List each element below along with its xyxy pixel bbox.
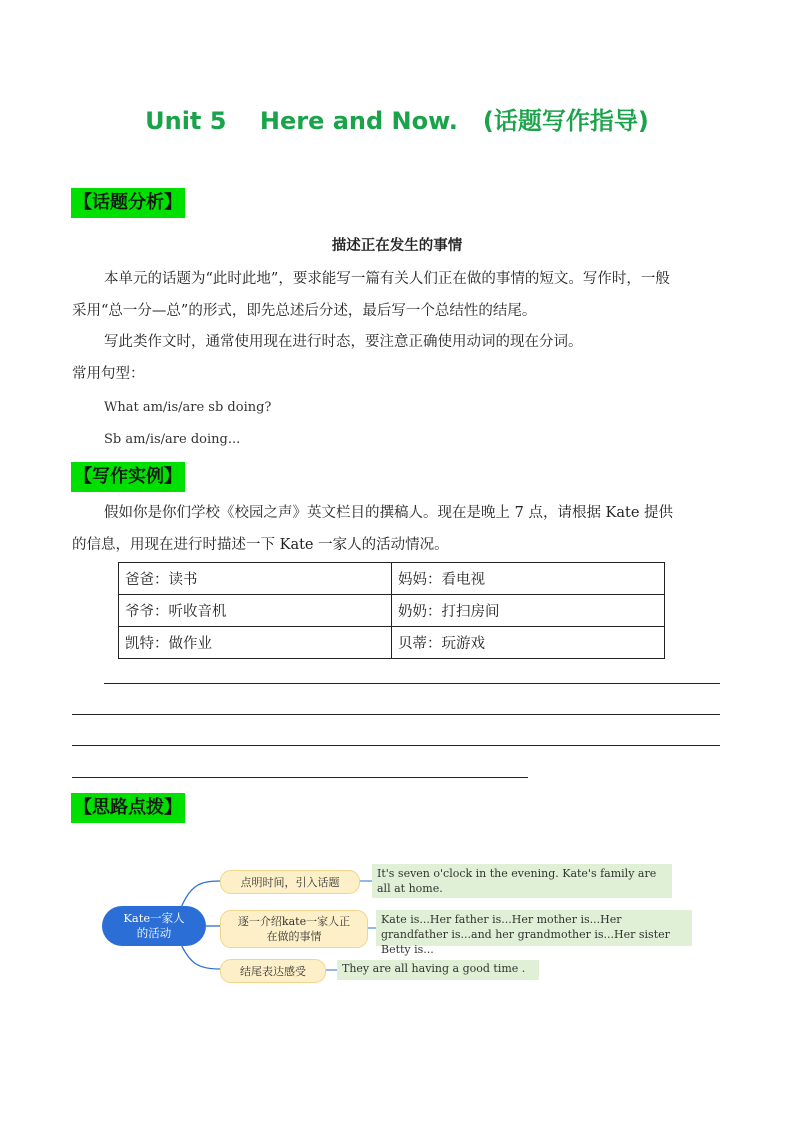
table-cell: 奶奶：打扫房间 xyxy=(392,595,665,627)
mindmap-root xyxy=(102,906,206,946)
table-cell: 爷爷：听收音机 xyxy=(119,595,392,627)
mindmap-leaf: They are all having a good time . xyxy=(337,960,539,980)
mindmap-branch xyxy=(220,910,368,948)
mindmap-leaf: Kate is...Her father is...Her mother is...Her grandfather is...and her grandmother is...Her sister Betty is... xyxy=(376,910,692,946)
example-line2: 的信息，用现在进行时描述一下 Kate 一家人的活动情况。 xyxy=(72,537,449,553)
analysis-heading: 描述正在发生的事情 xyxy=(331,238,463,254)
table-cell: 贝蒂：玩游戏 xyxy=(392,627,665,659)
mindmap-branch-label: 结尾表达感受 xyxy=(240,964,306,978)
mindmap-branch xyxy=(220,959,326,983)
example-line1: 假如你是你们学校《校园之声》英文栏目的撰稿人。现在是晚上 7 点，请根据 Kate 提供 xyxy=(104,505,674,521)
table-cell: 爸爸：读书 xyxy=(119,563,392,595)
analysis-para1-line1: 本单元的话题为“此时此地”，要求能写一篇有关人们正在做的事情的短文。写作时，一般 xyxy=(104,271,670,287)
page-title: Unit 5 Here and Now. (话题写作指导) xyxy=(145,107,649,135)
section-tag-tips: 【思路点拨】 xyxy=(71,793,185,823)
patterns-label: 常用句型： xyxy=(72,366,145,382)
analysis-para2: 写此类作文时，通常使用现在进行时态，要注意正确使用动词的现在分词。 xyxy=(104,334,583,350)
mindmap-root-label: Kate一家人的活动 xyxy=(123,911,185,940)
table-cell: 妈妈：看电视 xyxy=(392,563,665,595)
pattern-2: Sb am/is/are doing... xyxy=(104,432,241,447)
mindmap-branch-label: 逐一介绍kate一家人正在做的事情 xyxy=(237,915,351,943)
section-tag-analysis: 【话题分析】 xyxy=(71,188,185,218)
mindmap-branch-label: 点明时间，引入话题 xyxy=(240,875,340,889)
table-cell: 凯特：做作业 xyxy=(119,627,392,659)
mindmap-branch xyxy=(220,870,360,894)
mindmap-leaf: It's seven o'clock in the evening. Kate's family are all at home. xyxy=(372,864,672,898)
pattern-1: What am/is/are sb doing? xyxy=(104,400,272,415)
analysis-para1-line2: 采用“总一分—总”的形式，即先总述后分述，最后写一个总结性的结尾。 xyxy=(72,303,537,319)
section-tag-example: 【写作实例】 xyxy=(71,462,185,492)
